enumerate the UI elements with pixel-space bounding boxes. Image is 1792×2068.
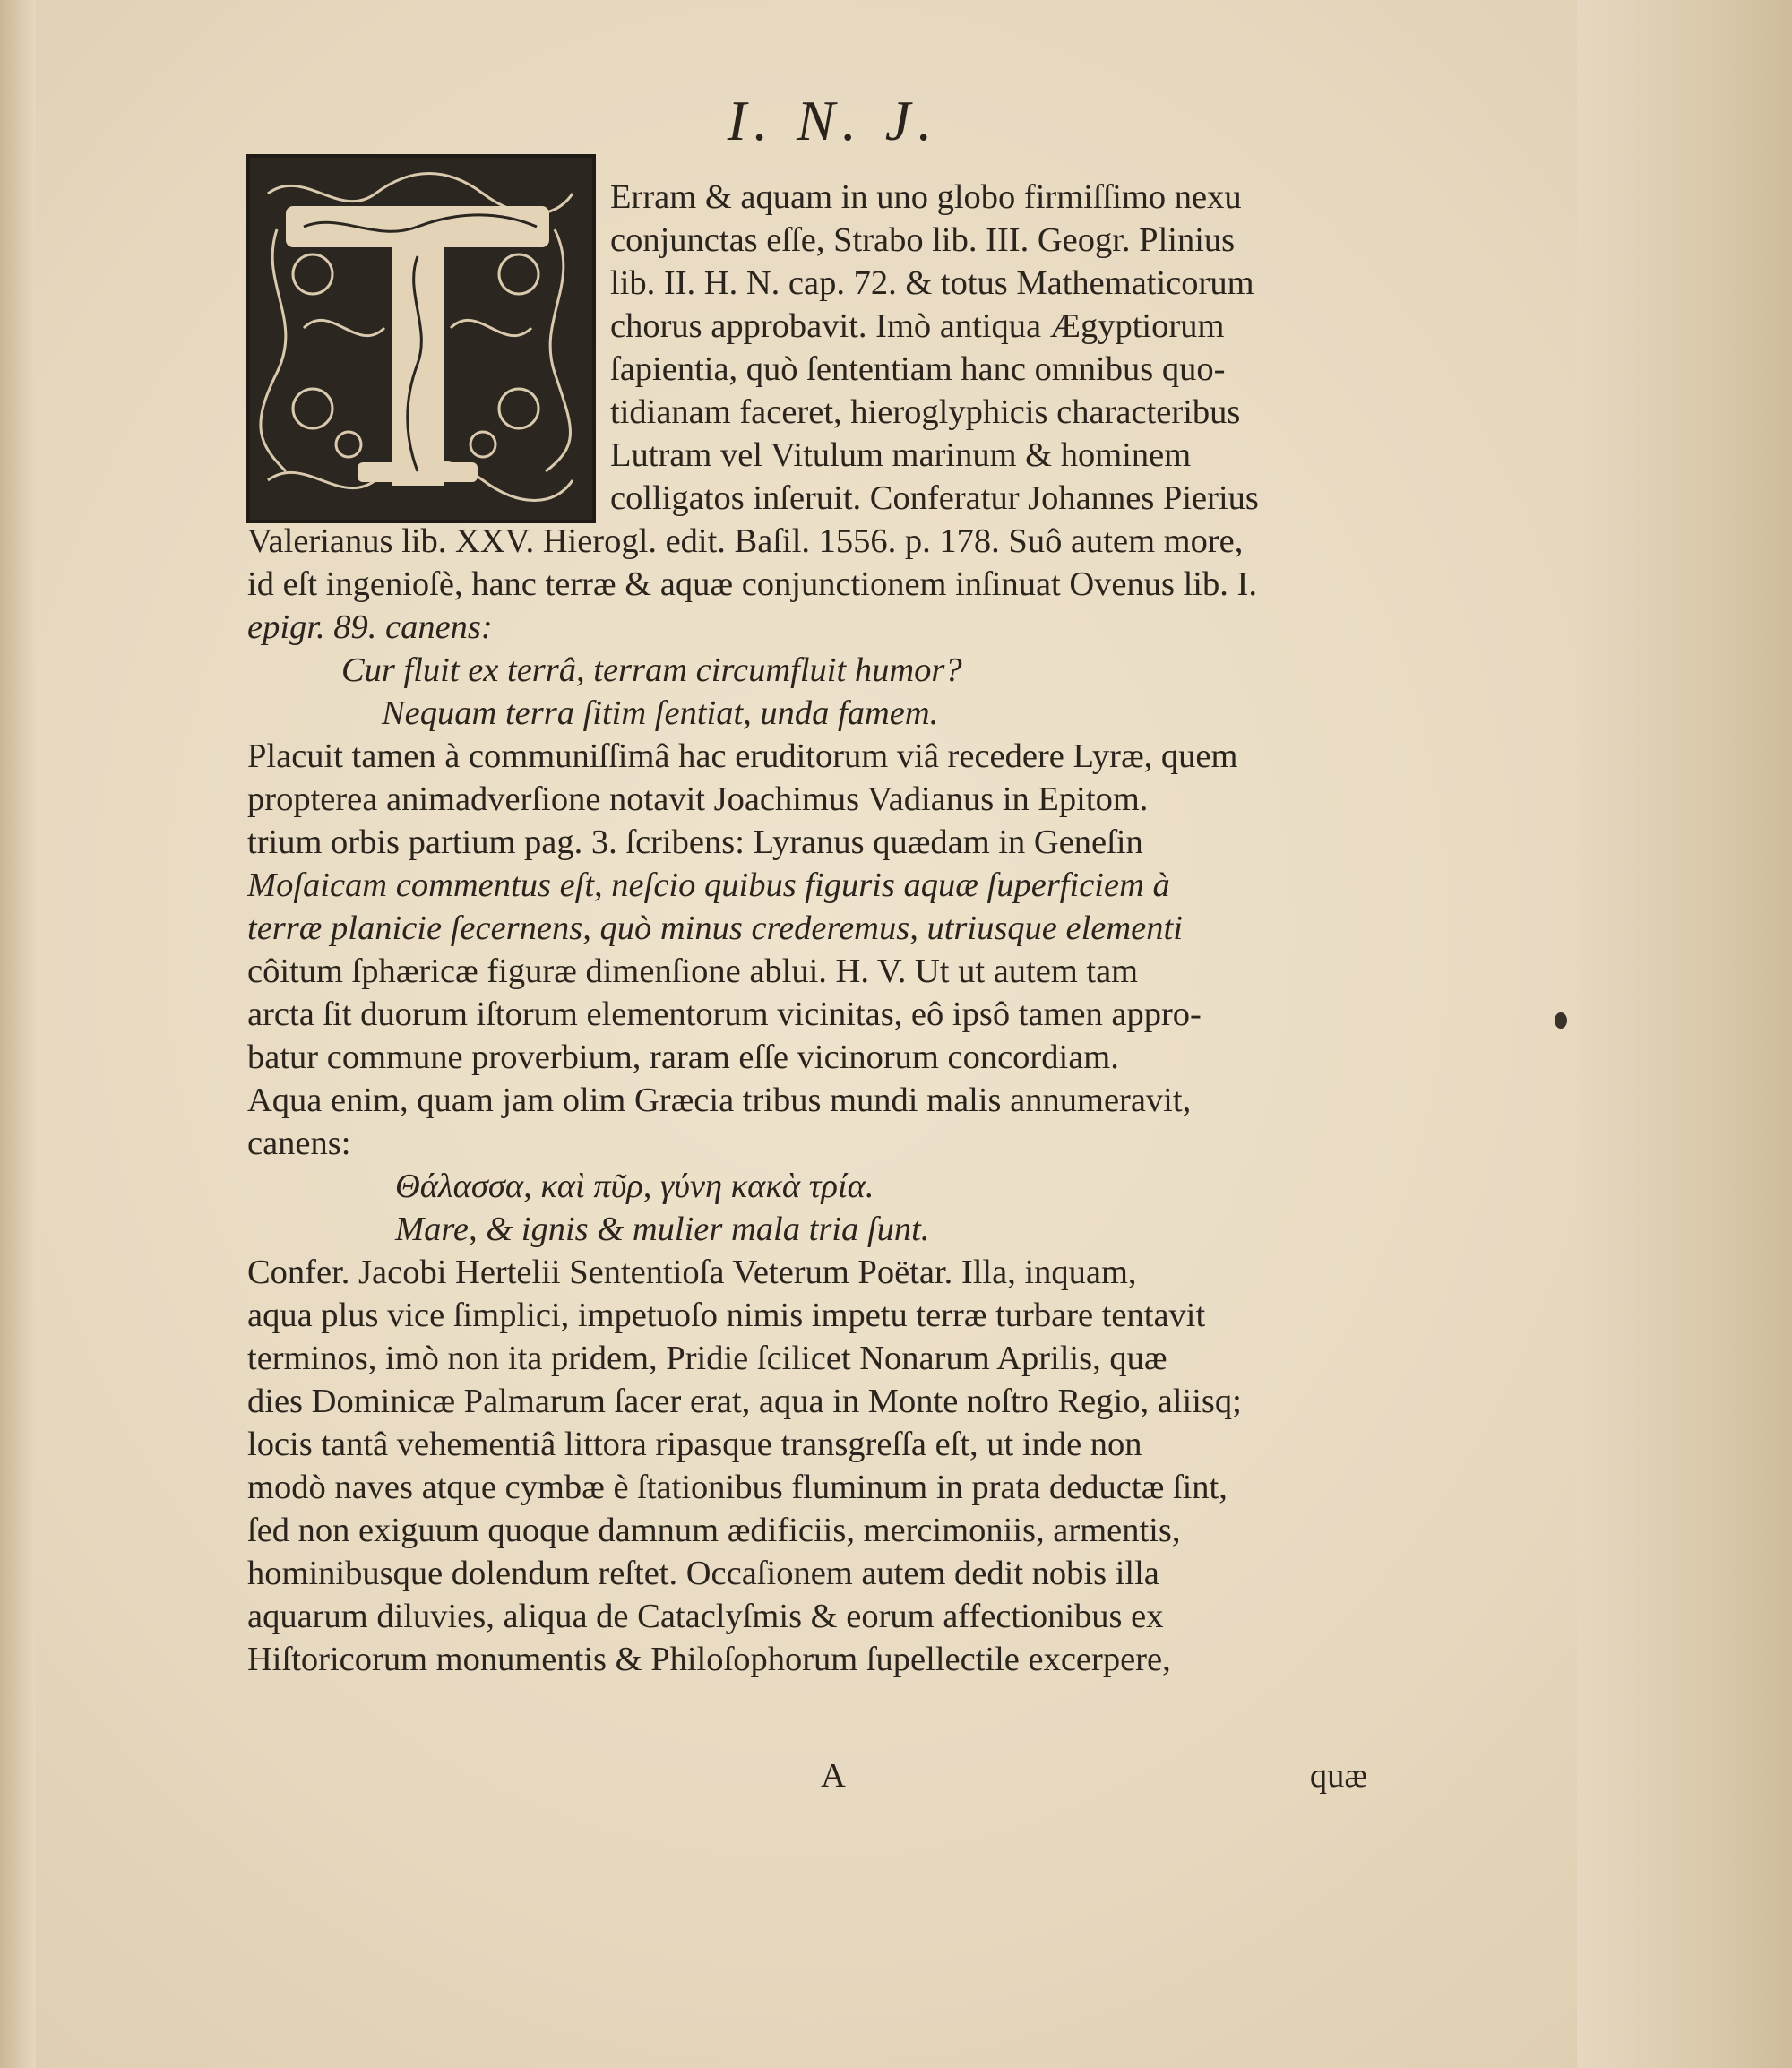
body-text bbox=[247, 176, 1367, 1681]
text-line: chorus approbavit. Imò antiqua Ægyptiorum bbox=[610, 307, 1225, 345]
catchword: quæ bbox=[1309, 1757, 1367, 1795]
text-line: hominibusque dolendum reſtet. Occaſionem autem dedit nobis illa bbox=[247, 1555, 1159, 1592]
ink-spot bbox=[1555, 1012, 1567, 1029]
text-line: aquarum diluvies, aliqua de Cataclyſmis & eorum affectionibus ex bbox=[247, 1598, 1164, 1635]
text-line: conjunctas eſſe, Strabo lib. III. Geogr. Plinius bbox=[610, 221, 1236, 259]
text-line: Moſaicam commentus eſt, neſcio quibus figuris aquæ ſuperficiem à bbox=[247, 866, 1170, 904]
text-line: Aqua enim, quam jam olim Græcia tribus mundi malis annumeravit, bbox=[247, 1081, 1192, 1119]
signature-mark: A bbox=[821, 1757, 846, 1795]
text-line: tidianam faceret, hieroglyphicis characteribus bbox=[610, 393, 1241, 431]
verse-line: Nequam terra ſitim ſentiat, unda famem. bbox=[382, 694, 939, 732]
page-margin-right bbox=[1577, 0, 1792, 2068]
binding-gutter bbox=[0, 0, 36, 2068]
text-line: dies Dominicæ Palmarum ſacer erat, aqua in Monte noſtro Regio, aliisq; bbox=[247, 1383, 1242, 1420]
text-line: Erram & aquam in uno globo firmiſſimo nexu bbox=[610, 178, 1242, 216]
verse-line: Mare, & ignis & mulier mala tria ſunt. bbox=[395, 1211, 930, 1248]
text-line: canens: bbox=[247, 1124, 351, 1162]
text-line: Confer. Jacobi Hertelii Sententioſa Veterum Poëtar. Illa, inquam, bbox=[247, 1254, 1137, 1291]
page-footer bbox=[247, 1754, 1367, 1797]
text-line: Hiſtoricorum monumentis & Philoſophorum ſupellectile excerpere, bbox=[247, 1641, 1171, 1678]
text-line: arcta ſit duorum iſtorum elementorum vicinitas, eô ipsô tamen appro- bbox=[247, 995, 1202, 1033]
text-line: trium orbis partium pag. 3. ſcribens: Lyranus quædam in Geneſin bbox=[247, 823, 1143, 861]
text-line: locis tantâ vehementiâ littora ripasque transgreſſa eſt, ut inde non bbox=[247, 1426, 1142, 1463]
text-line: colligatos inſeruit. Conferatur Johannes Pierius bbox=[610, 479, 1259, 517]
text-line: ſed non exiguum quoque damnum ædificiis, mercimoniis, armentis, bbox=[247, 1512, 1181, 1549]
text-line: terminos, imò non ita pridem, Pridie ſcilicet Nonarum Aprilis, quæ bbox=[247, 1340, 1167, 1377]
text-line: côitum ſphæricæ figuræ dimenſione ablui. H. V. Ut ut autem tam bbox=[247, 952, 1139, 990]
greek-verse-line: Θάλασσα, καὶ πῦρ, γύνη κακὰ τρία. bbox=[395, 1168, 874, 1205]
page-header: I. N. J. bbox=[727, 89, 940, 152]
text-line: propterea animadverſione notavit Joachimus Vadianus in Epitom. bbox=[247, 780, 1149, 818]
text-line: aqua plus vice ſimplici, impetuoſo nimis impetu terræ turbare tentavit bbox=[247, 1297, 1206, 1334]
text-line: Valerianus lib. XXV. Hierogl. edit. Baſil. 1556. p. 178. Suô autem more, bbox=[247, 522, 1244, 560]
text-line: batur commune proverbium, raram eſſe vicinorum concordiam. bbox=[247, 1038, 1119, 1076]
verse-line: Cur fluit ex terrâ, terram circumfluit humor? bbox=[341, 651, 962, 689]
text-line: ſapientia, quò ſententiam hanc omnibus quo- bbox=[610, 350, 1226, 388]
text-line: terræ planicie ſecernens, quò minus crederemus, utriusque elementi bbox=[247, 909, 1183, 947]
text-line: modò naves atque cymbæ è ſtationibus fluminum in prata deductæ ſint, bbox=[247, 1469, 1228, 1506]
text-line: lib. II. H. N. cap. 72. & totus Mathematicorum bbox=[610, 264, 1254, 302]
text-line: Lutram vel Vitulum marinum & hominem bbox=[610, 436, 1192, 474]
text-line: Placuit tamen à communiſſimâ hac eruditorum viâ recedere Lyræ, quem bbox=[247, 737, 1238, 775]
text-line: id eſt ingenioſè, hanc terræ & aquæ conjunctionem inſinuat Ovenus lib. I. bbox=[247, 565, 1257, 603]
text-line: epigr. 89. canens: bbox=[247, 608, 493, 646]
